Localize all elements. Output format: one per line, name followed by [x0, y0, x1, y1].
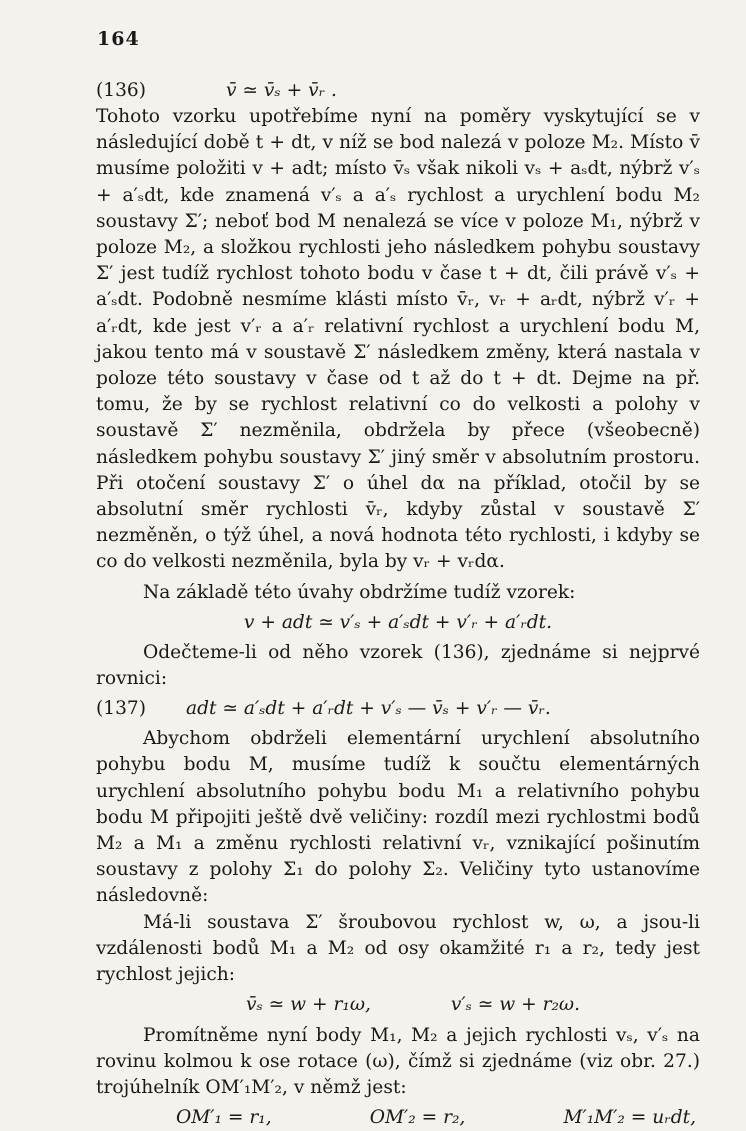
equation-label: (137): [96, 698, 146, 720]
equation-137: [96, 696, 700, 722]
equation-expression: M′₁M′₂ = uᵣdt,: [563, 1107, 696, 1129]
paragraph-1: Tohoto vzorku upotřebíme nyní na poměry vyskytující se v následující době t + dt, v níž se bod nalezá v poloze M₂. Místo v̄ musíme položiti v + adt; místo v̄ₛ však nikoli vₛ + aₛdt, nýbrž v′ₛ + a′ₛdt, kde znamená v′ₛ a a′ₛ rychlost a urychlení bodu M₂ soustavy Σ′; neboť bod M nenalezá se více v poloze M₁, nýbrž v poloze M₂, a složkou rychlosti jeho následkem pohybu soustavy Σ′ jest tudíž rychlost tohoto bodu v čase t + dt, čili právě v′ₛ + a′ₛdt. Podobně nesmíme klásti místo v̄ᵣ, vᵣ + aᵣdt, nýbrž v′ᵣ + a′ᵣdt, kde jest v′ᵣ a a′ᵣ relativní rychlost a urychlení bodu M, jakou tento má v soustavě Σ′ následkem změny, která nastala v poloze této soustavy v čase od t až do t + dt. Dejme na př. tomu, že by se rychlost relativní co do velkosti a polohy v soustavě Σ′ nezměnila, obdržela by přece (všeobecně) následkem pohybu soustavy Σ′ jiný směr v absolutním prostoru. Při otočení soustavy Σ′ o úhel dα na příklad, otočil by se absolutní směr rychlosti v̄ᵣ, kdyby zůstal v soustavě Σ′ nezměněn, o týž úhel, a nová hodnota této rychlosti, i kdyby se co do velkosti nezměnila, byla by vᵣ + vᵣdα.: [96, 106, 700, 573]
equation-expression: OM′₂ = r₂,: [369, 1107, 466, 1129]
paragraph-5: Má-li soustava Σ′ šroubovou rychlost w, ω, a jsou-li vzdálenosti bodů M₁ a M₂ od osy okamžité r₁ a r₂, tedy jest rychlost jejich:: [96, 911, 700, 986]
page-body: [96, 78, 700, 1131]
equation-expression: v + adt ≃ v′ₛ + a′ₛdt + v′ᵣ + a′ᵣdt.: [243, 611, 553, 633]
equation-point-velocities: [96, 992, 700, 1018]
paragraph-3: Odečteme-li od něho vzorek (136), zjednáme si nejprvé rovnici:: [96, 641, 700, 690]
equation-136: [96, 78, 700, 104]
page-number: 164: [97, 28, 140, 50]
paragraph-4: Abychom obdrželi elementární urychlení absolutního pohybu bodu M, musíme tudíž k součtu elementárných urychlení absolutního pohybu bodu M₁ a relativního pohybu bodu M připojiti ještě dvě veličiny: rozdíl mezi rychlostmi bodů M₂ a M₁ a změnu rychlosti relativní vᵣ, vznikající pošinutím soustavy z polohy Σ₁ do polohy Σ₂. Veličiny tyto ustanovíme následovně:: [96, 728, 700, 907]
equation-expression: adt ≃ a′ₛdt + a′ᵣdt + v′ₛ — v̄ₛ + v′ᵣ — v̄ᵣ.: [186, 698, 551, 720]
equation-expression: v̄ₛ ≃ w + r₁ω,: [246, 994, 371, 1016]
paragraph-2: Na základě této úvahy obdržíme tudíž vzorek:: [143, 581, 576, 603]
equation-expression: v′ₛ ≃ w + r₂ω.: [450, 994, 580, 1016]
equation-label: (136): [96, 80, 146, 101]
equation-expression: v̄ ≃ v̄ₛ + v̄ᵣ .: [226, 80, 337, 101]
paragraph-6: Promítněme nyní body M₁, M₂ a jejich rychlosti vₛ, v′ₛ na rovinu kolmou k ose rotace (ω), čímž si zjednáme (viz obr. 27.) trojúhelník OM′₁M′₂, v němž jest:: [96, 1024, 700, 1098]
equation-velocity-sum: [96, 610, 700, 636]
equation-triangle-sides: [96, 1105, 700, 1131]
equation-expression: OM′₁ = r₁,: [176, 1107, 272, 1129]
